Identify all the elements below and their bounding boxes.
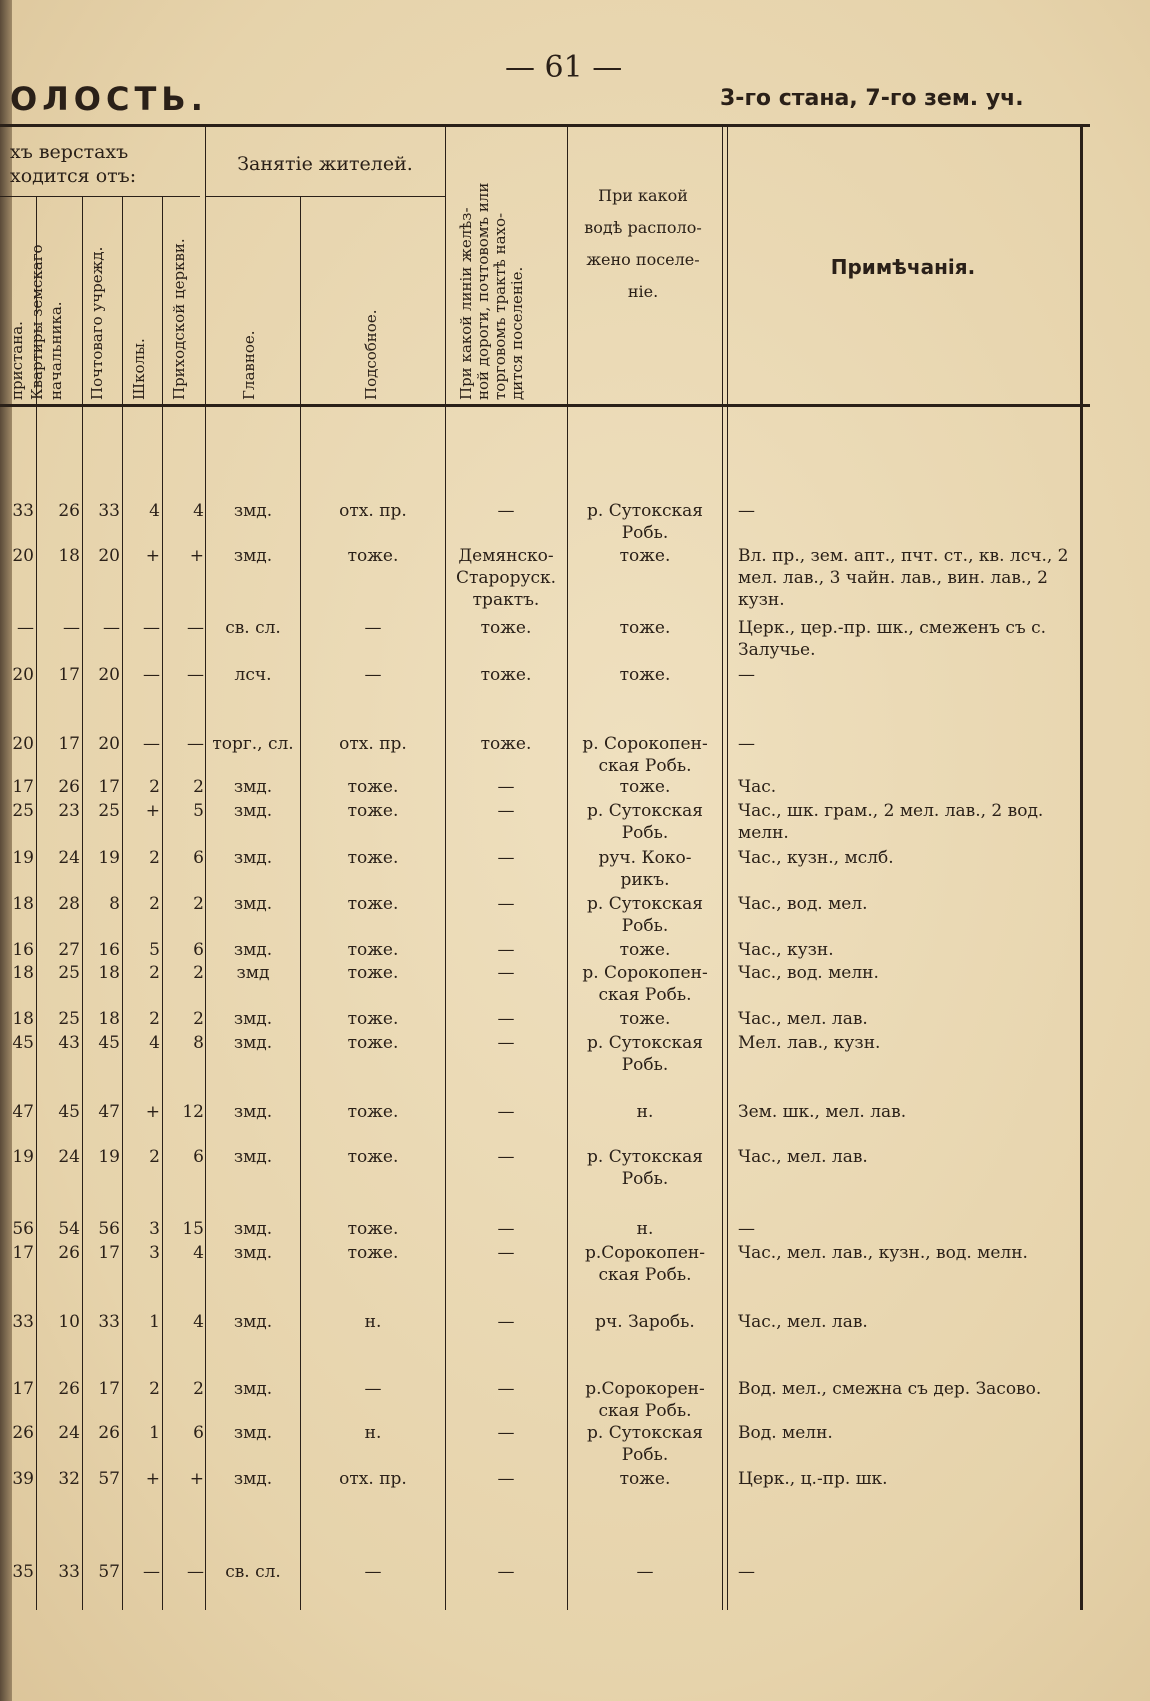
cell-main: змд. [233, 894, 273, 914]
cell-aux: отх. пр. [339, 1469, 407, 1489]
cell-water: р. Сутокская Робь. [587, 1147, 703, 1189]
cell-notes: Зем. шк., мел. лав. [738, 1102, 907, 1122]
cell-aux: — [364, 665, 382, 685]
cell-kvartira: 26 [58, 777, 80, 797]
cell-water: н. [636, 1102, 654, 1122]
cell-road: тоже. [480, 734, 532, 754]
cell-notes: — [738, 501, 755, 521]
cell-water: р. Сутокская Робь. [587, 501, 703, 543]
cell-pochta: 57 [98, 1562, 120, 1582]
cell-pristan: 20 [12, 665, 34, 685]
cell-tserkov: — [187, 665, 204, 685]
cell-kvartira: 26 [58, 501, 80, 521]
cell-kvartira: — [63, 618, 80, 638]
cell-shkoly: — [143, 1562, 160, 1582]
header-road: При какой линіи желѣз- ной дороги, почтовомъ или торговомъ трактѣ нахо- дится поселеніе. [457, 182, 526, 400]
cell-tserkov: + [189, 546, 204, 566]
cell-pochta: 19 [98, 848, 120, 868]
cell-aux: тоже. [347, 1033, 399, 1053]
cell-main: змд. [233, 1102, 273, 1122]
cell-notes: Час., шк. грам., 2 мел. лав., 2 вод. мелн. [738, 801, 1044, 843]
cell-shkoly: 2 [149, 777, 160, 797]
cell-shkoly: + [145, 801, 160, 821]
cell-notes: Мел. лав., кузн. [738, 1033, 881, 1053]
cell-tserkov: 5 [193, 801, 204, 821]
cell-water: тоже. [619, 1009, 671, 1029]
cell-aux: тоже. [347, 894, 399, 914]
header-occupation-group: Занятіе жителей. [237, 153, 413, 175]
cell-water: тоже. [619, 777, 671, 797]
cell-tserkov: 2 [193, 1009, 204, 1029]
cell-pristan: 25 [12, 801, 34, 821]
header-shkoly: Школы. [130, 338, 148, 400]
cell-water: р.Сорокопен- ская Робь. [585, 1243, 705, 1285]
cell-road: тоже. [480, 618, 532, 638]
column-rule [205, 124, 206, 1610]
cell-road: — [497, 963, 515, 983]
cell-main: торг., сл. [212, 734, 294, 754]
cell-road: — [497, 1312, 515, 1332]
cell-kvartira: 24 [58, 1147, 80, 1167]
cell-road: — [497, 1379, 515, 1399]
cell-kvartira: 26 [58, 1379, 80, 1399]
cell-tserkov: 6 [193, 940, 204, 960]
cell-pochta: 33 [98, 1312, 120, 1332]
cell-pristan: 39 [12, 1469, 34, 1489]
cell-pristan: 18 [12, 894, 34, 914]
cell-notes: — [738, 1562, 755, 1582]
cell-notes: Вод. мелн. [738, 1423, 833, 1443]
cell-road: — [497, 501, 515, 521]
cell-shkoly: 1 [149, 1423, 160, 1443]
cell-kvartira: 28 [58, 894, 80, 914]
column-rule [445, 124, 446, 1610]
cell-tserkov: 2 [193, 894, 204, 914]
cell-aux: — [364, 1562, 382, 1582]
cell-road: Демянско- Староруск. трактъ. [455, 546, 557, 610]
cell-pristan: 17 [12, 1243, 34, 1263]
cell-kvartira: 17 [58, 734, 80, 754]
cell-pristan: — [17, 618, 34, 638]
cell-water: р. Сутокская Робь. [587, 801, 703, 843]
cell-aux: тоже. [347, 777, 399, 797]
cell-pristan: 19 [12, 1147, 34, 1167]
cell-tserkov: 2 [193, 1379, 204, 1399]
cell-water: р.Сорокорен- ская Робь. [585, 1379, 705, 1421]
cell-pochta: 18 [98, 1009, 120, 1029]
cell-tserkov: + [189, 1469, 204, 1489]
header-aux: Подсобное. [362, 309, 380, 400]
cell-aux: отх. пр. [339, 501, 407, 521]
cell-pochta: 18 [98, 963, 120, 983]
cell-notes: Час., кузн., мслб. [738, 848, 894, 868]
cell-notes: Час., мел. лав. [738, 1147, 868, 1167]
cell-shkoly: 4 [149, 501, 160, 521]
cell-road: — [497, 1243, 515, 1263]
cell-water: руч. Коко- рикъ. [598, 848, 692, 890]
cell-tserkov: — [187, 1562, 204, 1582]
cell-pristan: 16 [12, 940, 34, 960]
cell-pochta: 56 [98, 1219, 120, 1239]
cell-main: змд. [233, 1147, 273, 1167]
column-rule [567, 124, 568, 1610]
cell-tserkov: 6 [193, 1147, 204, 1167]
cell-notes: Час., мел. лав. [738, 1312, 868, 1332]
cell-shkoly: — [143, 618, 160, 638]
cell-notes: Церк., ц.-пр. шк. [738, 1469, 888, 1489]
table-top-rule [0, 124, 1090, 127]
cell-main: змд. [233, 777, 273, 797]
cell-tserkov: 6 [193, 848, 204, 868]
table-header-rule [0, 404, 1090, 407]
cell-shkoly: 2 [149, 963, 160, 983]
cell-pochta: 26 [98, 1423, 120, 1443]
cell-shkoly: 4 [149, 1033, 160, 1053]
cell-main: св. сл. [225, 618, 281, 638]
cell-water: р. Сутокская Робь. [587, 1423, 703, 1465]
cell-tserkov: 12 [182, 1102, 204, 1122]
cell-main: змд. [233, 801, 273, 821]
cell-pristan: 19 [12, 848, 34, 868]
header-main: Главное. [240, 330, 258, 400]
cell-water: н. [636, 1219, 654, 1239]
cell-notes: Церк., цер.-пр. шк., смеженъ съ с. Залучье. [738, 618, 1047, 660]
header-pristan: пристана. [8, 321, 26, 400]
header-tserkov: Приходской церкви. [170, 238, 188, 400]
cell-road: — [497, 777, 515, 797]
cell-main: змд [236, 963, 270, 983]
cell-pristan: 33 [12, 1312, 34, 1332]
cell-main: лсч. [234, 665, 272, 685]
cell-notes: Вл. пр., зем. апт., пчт. ст., кв. лсч., 2 мел. лав., 3 чайн. лав., вин. лав., 2 кузн. [738, 546, 1069, 610]
cell-tserkov: 2 [193, 963, 204, 983]
cell-road: — [497, 1469, 515, 1489]
cell-pochta: 17 [98, 1243, 120, 1263]
cell-water: тоже. [619, 546, 671, 566]
cell-road: — [497, 1423, 515, 1443]
cell-tserkov: 15 [182, 1219, 204, 1239]
cell-aux: тоже. [347, 848, 399, 868]
column-rule [1080, 124, 1083, 1610]
cell-main: змд. [233, 1009, 273, 1029]
cell-road: — [497, 848, 515, 868]
cell-road: — [497, 894, 515, 914]
cell-pochta: 57 [98, 1469, 120, 1489]
cell-road: — [497, 1009, 515, 1029]
cell-water: тоже. [619, 940, 671, 960]
cell-kvartira: 10 [58, 1312, 80, 1332]
cell-pochta: 20 [98, 665, 120, 685]
cell-tserkov: 4 [193, 1243, 204, 1263]
cell-main: змд. [233, 1469, 273, 1489]
cell-notes: Вод. мел., смежна съ дер. Засово. [738, 1379, 1042, 1399]
cell-main: змд. [233, 940, 273, 960]
cell-water: р. Сорокопен- ская Робь. [582, 963, 708, 1005]
cell-notes: Час., вод. мелн. [738, 963, 879, 983]
cell-tserkov: 6 [193, 1423, 204, 1443]
cell-aux: н. [364, 1312, 382, 1332]
cell-notes: — [738, 665, 755, 685]
cell-pristan: 18 [12, 963, 34, 983]
cell-aux: тоже. [347, 963, 399, 983]
header-water: При какой водѣ располо- жено поселе- ніе. [584, 186, 702, 301]
cell-pristan: 17 [12, 1379, 34, 1399]
cell-shkoly: 2 [149, 1147, 160, 1167]
cell-pochta: 16 [98, 940, 120, 960]
cell-kvartira: 24 [58, 1423, 80, 1443]
cell-shkoly: + [145, 546, 160, 566]
cell-pochta: 25 [98, 801, 120, 821]
cell-pochta: 17 [98, 777, 120, 797]
cell-road: — [497, 801, 515, 821]
column-rule [162, 196, 163, 1610]
cell-tserkov: 4 [193, 501, 204, 521]
cell-road: — [497, 1562, 515, 1582]
header-notes: Примѣчанія. [830, 255, 976, 279]
column-rule [300, 196, 301, 1610]
cell-kvartira: 54 [58, 1219, 80, 1239]
header-kvartira: Квартиры земскаго начальника. [28, 244, 65, 400]
cell-pochta: 8 [109, 894, 120, 914]
header-pochta: Почтоваго учрежд. [88, 246, 106, 400]
column-rule [722, 124, 723, 1610]
cell-road: тоже. [480, 665, 532, 685]
cell-shkoly: — [143, 734, 160, 754]
cell-aux: отх. пр. [339, 734, 407, 754]
cell-aux: — [364, 618, 382, 638]
cell-shkoly: + [145, 1469, 160, 1489]
cell-aux: тоже. [347, 940, 399, 960]
cell-shkoly: 3 [149, 1243, 160, 1263]
cell-main: змд. [233, 501, 273, 521]
cell-pristan: 20 [12, 546, 34, 566]
cell-notes: Час., мел. лав. [738, 1009, 868, 1029]
distance-sub-rule [0, 196, 200, 197]
cell-aux: тоже. [347, 1219, 399, 1239]
district-label: 3-го стана, 7-го зем. уч. [720, 86, 1024, 111]
cell-kvartira: 45 [58, 1102, 80, 1122]
cell-tserkov: — [187, 618, 204, 638]
cell-main: змд. [233, 1379, 273, 1399]
cell-main: змд. [233, 1219, 273, 1239]
cell-shkoly: 3 [149, 1219, 160, 1239]
cell-pochta: 20 [98, 734, 120, 754]
cell-tserkov: — [187, 734, 204, 754]
cell-kvartira: 18 [58, 546, 80, 566]
cell-kvartira: 32 [58, 1469, 80, 1489]
cell-water: р. Сутокская Робь. [587, 1033, 703, 1075]
cell-pochta: 33 [98, 501, 120, 521]
occupation-sub-rule [205, 196, 445, 197]
cell-tserkov: 4 [193, 1312, 204, 1332]
cell-shkoly: 2 [149, 848, 160, 868]
page-title: ОЛОСТЬ. [10, 80, 208, 118]
cell-shkoly: 2 [149, 1009, 160, 1029]
cell-kvartira: 26 [58, 1243, 80, 1263]
cell-tserkov: 8 [193, 1033, 204, 1053]
cell-pristan: 45 [12, 1033, 34, 1053]
cell-pristan: 47 [12, 1102, 34, 1122]
cell-pristan: 33 [12, 501, 34, 521]
cell-main: змд. [233, 1243, 273, 1263]
cell-kvartira: 25 [58, 1009, 80, 1029]
cell-aux: н. [364, 1423, 382, 1443]
cell-notes: Час. [738, 777, 777, 797]
cell-road: — [497, 1147, 515, 1167]
cell-aux: тоже. [347, 1102, 399, 1122]
cell-water: тоже. [619, 665, 671, 685]
column-rule [727, 124, 728, 1610]
header-distance-group: хъ верстахъ ходится отъ: [10, 141, 137, 187]
cell-pristan: 26 [12, 1423, 34, 1443]
cell-main: св. сл. [225, 1562, 281, 1582]
cell-notes: Час., вод. мел. [738, 894, 868, 914]
cell-aux: тоже. [347, 546, 399, 566]
cell-water: рч. Заробь. [595, 1312, 695, 1332]
column-rule [36, 196, 37, 1610]
cell-kvartira: 33 [58, 1562, 80, 1582]
cell-pochta: 20 [98, 546, 120, 566]
cell-kvartira: 23 [58, 801, 80, 821]
cell-notes: Час., кузн. [738, 940, 834, 960]
cell-kvartira: 24 [58, 848, 80, 868]
cell-kvartira: 17 [58, 665, 80, 685]
cell-pochta: 45 [98, 1033, 120, 1053]
cell-notes: Час., мел. лав., кузн., вод. мелн. [738, 1243, 1028, 1263]
cell-main: змд. [233, 546, 273, 566]
cell-water: р. Сорокопен- ская Робь. [582, 734, 708, 776]
cell-aux: тоже. [347, 1147, 399, 1167]
cell-pochta: — [103, 618, 120, 638]
cell-road: — [497, 1219, 515, 1239]
cell-kvartira: 43 [58, 1033, 80, 1053]
cell-kvartira: 25 [58, 963, 80, 983]
cell-kvartira: 27 [58, 940, 80, 960]
cell-aux: тоже. [347, 1243, 399, 1263]
cell-water: — [636, 1562, 654, 1582]
cell-pochta: 17 [98, 1379, 120, 1399]
cell-shkoly: 2 [149, 1379, 160, 1399]
cell-shkoly: 2 [149, 894, 160, 914]
page-number: — 61 — [505, 50, 623, 85]
cell-pristan: 18 [12, 1009, 34, 1029]
cell-pochta: 47 [98, 1102, 120, 1122]
cell-shkoly: — [143, 665, 160, 685]
cell-tserkov: 2 [193, 777, 204, 797]
cell-pristan: 35 [12, 1562, 34, 1582]
cell-pochta: 19 [98, 1147, 120, 1167]
cell-road: — [497, 940, 515, 960]
cell-shkoly: 1 [149, 1312, 160, 1332]
cell-shkoly: 5 [149, 940, 160, 960]
cell-main: змд. [233, 1312, 273, 1332]
cell-aux: — [364, 1379, 382, 1399]
cell-pristan: 17 [12, 777, 34, 797]
cell-road: — [497, 1033, 515, 1053]
cell-main: змд. [233, 1033, 273, 1053]
column-rule [122, 196, 123, 1610]
cell-pristan: 20 [12, 734, 34, 754]
cell-road: — [497, 1102, 515, 1122]
cell-water: р. Сутокская Робь. [587, 894, 703, 936]
cell-notes: — [738, 1219, 755, 1239]
cell-main: змд. [233, 1423, 273, 1443]
cell-shkoly: + [145, 1102, 160, 1122]
cell-notes: — [738, 734, 755, 754]
cell-water: тоже. [619, 618, 671, 638]
cell-water: тоже. [619, 1469, 671, 1489]
cell-pristan: 56 [12, 1219, 34, 1239]
cell-aux: тоже. [347, 801, 399, 821]
cell-aux: тоже. [347, 1009, 399, 1029]
cell-main: змд. [233, 848, 273, 868]
column-rule [82, 196, 83, 1610]
